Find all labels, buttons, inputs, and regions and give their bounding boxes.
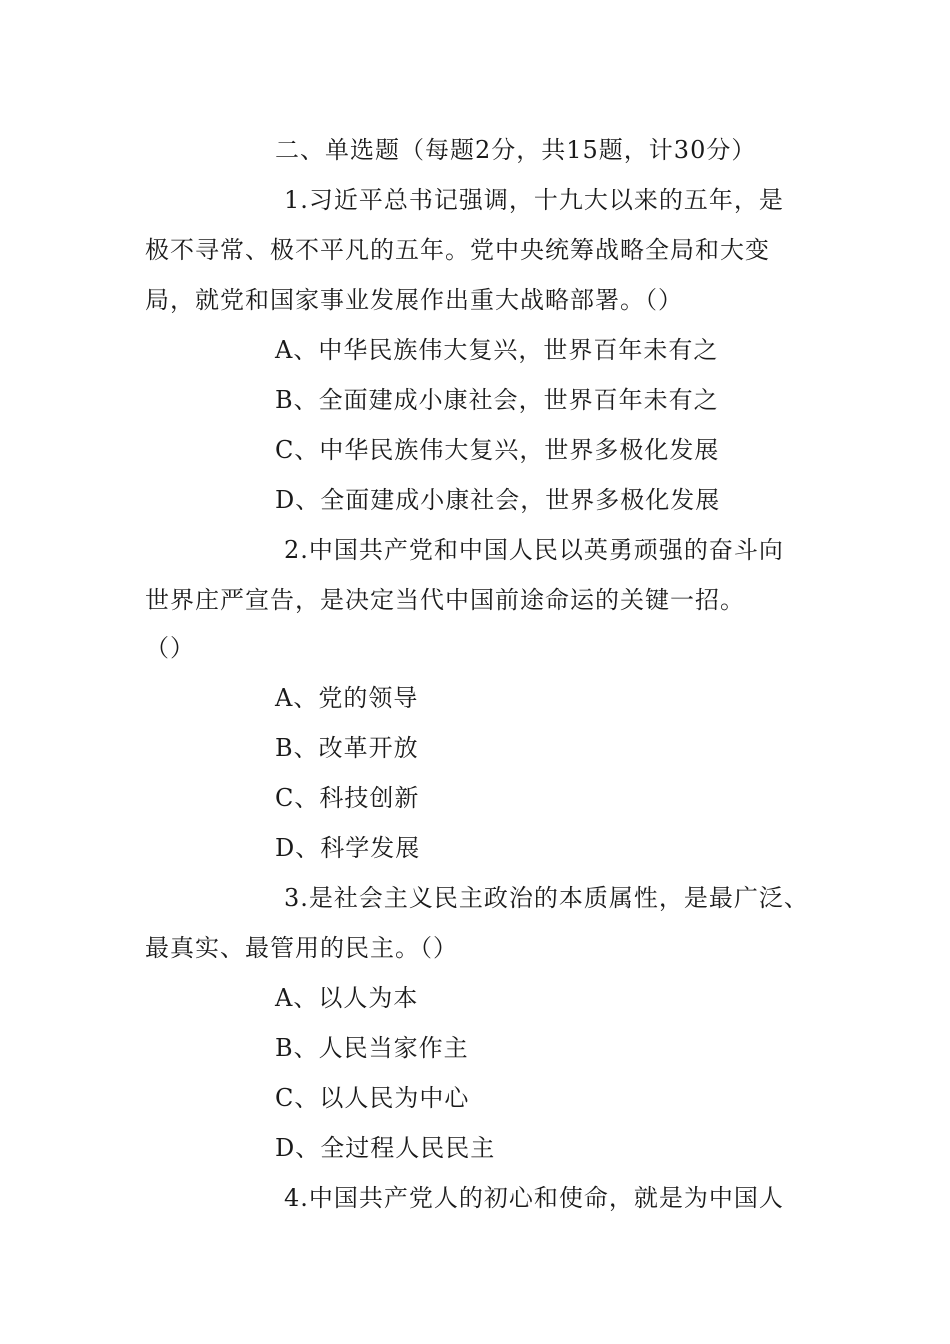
question-2-line-1: 2.中国共产党和中国人民以英勇顽强的奋斗向: [284, 536, 784, 564]
question-2-line-2: 世界庄严宣告，是决定当代中国前途命运的关键一招。: [145, 586, 745, 614]
question-1-option-d: D、全面建成小康社会，世界多极化发展: [275, 486, 721, 514]
question-2-option-a: A、党的领导: [275, 684, 419, 712]
question-4-line-1: 4.中国共产党人的初心和使命，就是为中国人: [284, 1184, 784, 1212]
question-3-option-c: C、以人民为中心: [275, 1084, 470, 1112]
question-1-option-b: B、全面建成小康社会，世界百年未有之: [275, 386, 719, 414]
question-3-line-1: 3.是社会主义民主政治的本质属性，是最广泛、: [284, 884, 809, 912]
question-1-line-2: 极不寻常、极不平凡的五年。党中央统筹战略全局和大变: [145, 236, 770, 264]
question-2-option-c: C、科技创新: [275, 784, 420, 812]
question-1-line-3: 局，就党和国家事业发展作出重大战略部署。（）: [145, 286, 683, 314]
section-heading: 二、单选题（每题2分，共15题，计30分）: [275, 136, 757, 164]
question-2-line-3: （）: [145, 634, 195, 662]
question-3-option-b: B、人民当家作主: [275, 1034, 469, 1062]
question-3-line-2: 最真实、最管用的民主。（）: [145, 934, 458, 962]
question-2-option-b: B、改革开放: [275, 734, 419, 762]
question-1-option-a: A、中华民族伟大复兴，世界百年未有之: [275, 336, 719, 364]
question-3-option-d: D、全过程人民民主: [275, 1134, 496, 1162]
question-2-option-d: D、科学发展: [275, 834, 421, 862]
question-3-option-a: A、以人为本: [275, 984, 419, 1012]
question-1-line-1: 1.习近平总书记强调，十九大以来的五年，是: [284, 186, 784, 214]
question-1-option-c: C、中华民族伟大复兴，世界多极化发展: [275, 436, 720, 464]
